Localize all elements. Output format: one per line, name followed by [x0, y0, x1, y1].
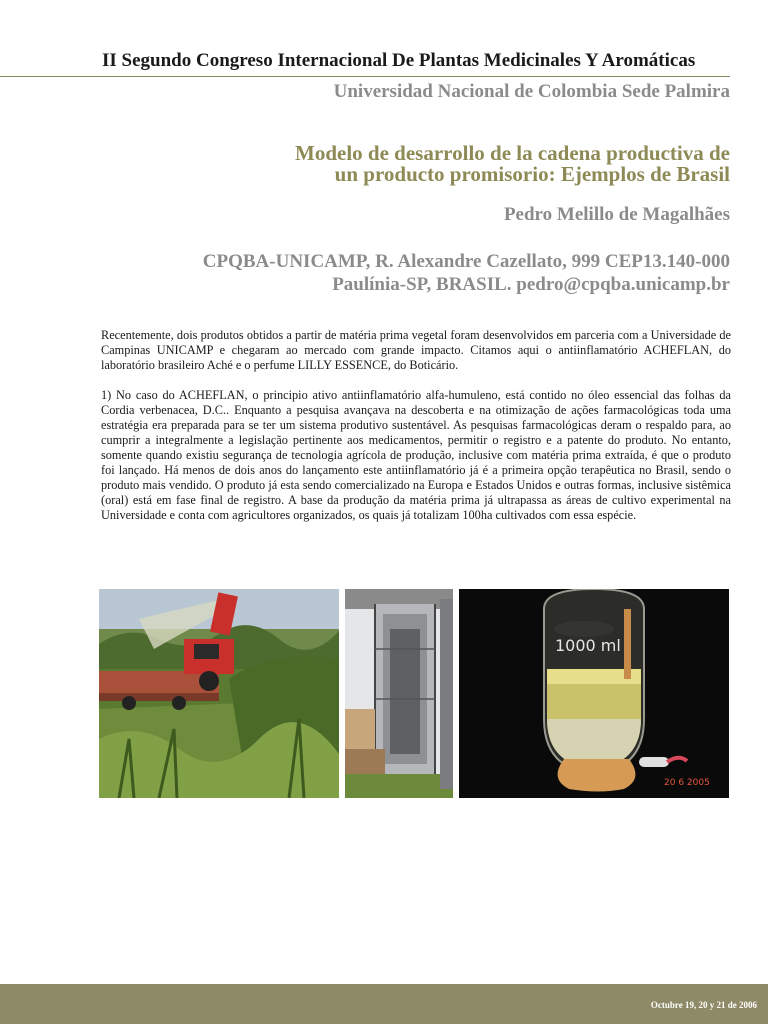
university-name: Universidad Nacional de Colombia Sede Palmira: [333, 81, 730, 102]
distillation-tower-image: [345, 589, 453, 798]
paper-title-line-1: Modelo de desarrollo de la cadena productiva de: [295, 141, 730, 165]
congress-title: II Segundo Congreso Internacional De Plantas Medicinales Y Aromáticas: [102, 50, 696, 71]
body-text: [101, 328, 731, 538]
photo-date-stamp: 20 6 2005: [664, 778, 710, 788]
body-paragraph-2: 1) No caso do ACHEFLAN, o principio ativo antiinflamatório alfa-humuleno, está contido no óleo essencial das folhas da Cordia verbenacea, D.C.. Enquanto a pesquisa avançava na descoberta e na otimização de ações farmacológicas toda uma estratégia era preparada para se ter um sistema produtivo sustentável. As pesquisas farmacológicas deram o respaldo para, ao cumprir a integralmente a legislação pertinente aos medicamentos, permitir o registro e a patente do produto. No entanto, somente quando existiu segurança de tecnologia agrícola de produção, inclusive com matéria prima extraída, é que o produto foi lançado. Há menos de dois anos do lançamento este antiinflamatório já é a primeira opção terapêutica no Brasil, sendo o produto mais vendido. O produto já esta sendo comercializado na Europa e Estados Unidos e outras formas, inclusive sistêmica (oral) está em fase final de registro. A base da produção da matéria prima já ultrapassa as áreas de cultivo experimental na Universidade e conta com agricultores organizados, os quais já totalizam 100ha cultivados com essa espécie.: [101, 388, 731, 522]
affiliation-line-1: CPQBA-UNICAMP, R. Alexandre Cazellato, 999 CEP13.140-000: [202, 251, 730, 272]
author-name: Pedro Melillo de Magalhães: [503, 204, 730, 225]
essential-oil-flask-photo: [459, 589, 729, 798]
header-divider: [0, 76, 730, 77]
essential-oil-flask-image: [459, 589, 729, 798]
distillation-tower-photo: [345, 589, 453, 798]
flask-volume-label: 1000 ml: [555, 636, 621, 655]
harvest-photo: [99, 589, 339, 798]
harvest-photo-image: [99, 589, 339, 798]
paper-title: [170, 143, 730, 185]
author-affiliation: [110, 250, 730, 296]
affiliation-line-2: Paulínia-SP, BRASIL. pedro@cpqba.unicamp.br: [332, 274, 730, 295]
footer-date: Octubre 19, 20 y 21 de 2006: [650, 1000, 757, 1010]
body-paragraph-1: Recentemente, dois produtos obtidos a partir de matéria prima vegetal foram desenvolvidos em parceria com a Universidade de Campinas UNICAMP e chegaram ao mercado com grande impacto. Citamos aqui o antiinflamatório ACHEFLAN, do laboratório brasileiro Aché e o perfume LILLY ESSENCE, do Boticário.: [101, 328, 731, 372]
paper-title-line-2: un producto promisorio: Ejemplos de Brasil: [334, 162, 730, 186]
